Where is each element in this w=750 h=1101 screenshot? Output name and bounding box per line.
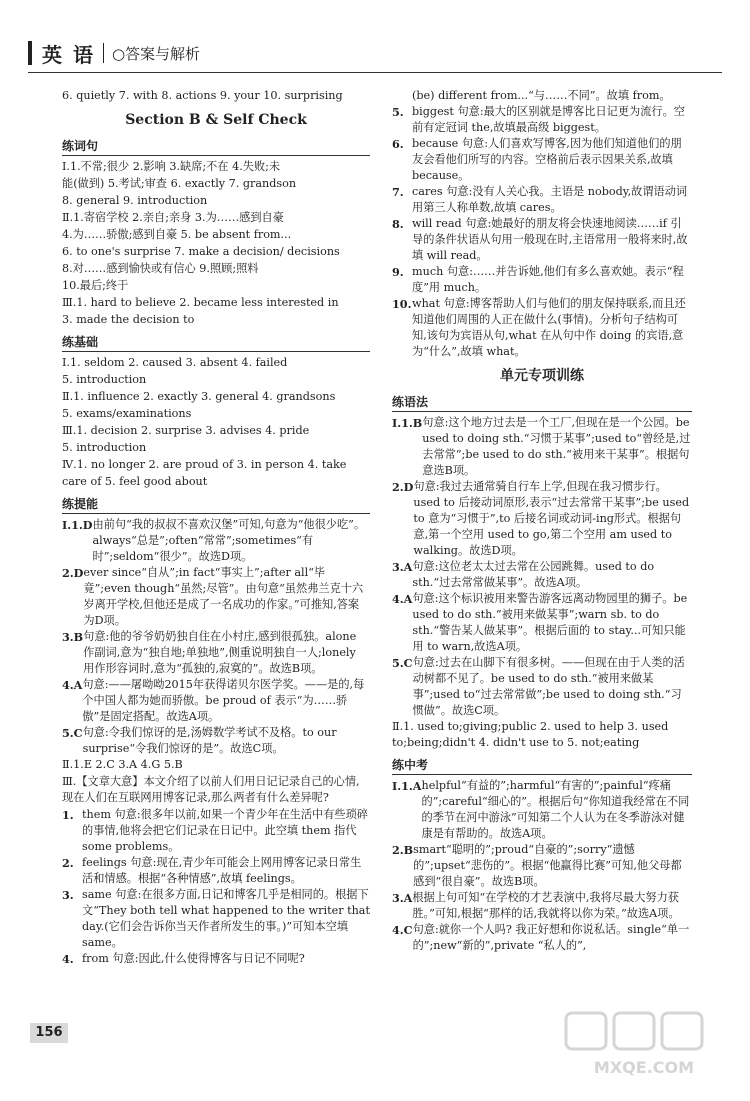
answer-line: 3. made the decision to: [62, 313, 195, 326]
item-number: 8.: [392, 217, 404, 231]
section-title: Section B & Self Check: [125, 112, 307, 128]
item-text: feelings 句意:现在,青少年可能会上网用博客记录日常生活和情感。根据“各种情感”,故填 feelings。: [82, 856, 362, 885]
watermark-logo: [564, 1009, 724, 1081]
answer-item: [392, 655, 692, 719]
item-text: (be) different from...“与……不同”。故填 from。: [412, 89, 671, 102]
item-text: 句意:就你一个人吗? 我正好想和你说私话。single“单一的”;new“新的”,private “私人的”,: [412, 923, 690, 952]
item-text: them 句意:很多年以前,如果一个青少年在生活中有些琐碎的事情,他将会把它们记录在日记中。此空填 them 指代 some problems。: [82, 808, 368, 853]
svg-text:MXQE.COM: MXQE.COM: [593, 1058, 695, 1077]
answer-item: [392, 88, 692, 104]
answer-item: [392, 890, 692, 922]
item-number: 4.: [62, 952, 74, 966]
item-text: 句意:这个地方过去是一个工厂,但现在是一个公园。be used to doing sth.“习惯于某事”;used to“曾经是,过去常常”;be used to do sth.“被用来干某事”。根据句意选B项。: [422, 416, 691, 477]
item-number: 9.: [392, 265, 404, 279]
cloze-list-continued: [392, 88, 692, 360]
page-number: 156: [30, 1023, 68, 1043]
item-number: Ⅰ.1.A: [392, 779, 422, 793]
answer-line: care of 5. feel good about: [62, 475, 208, 488]
answer-item: [392, 778, 692, 842]
item-text: 由前句“我的叔叔不喜欢汉堡”可知,句意为“他很少吃”。always“总是”;often“常常”;sometimes“有时”;seldom“很少”。故选D项。: [92, 518, 366, 563]
lianzhongkao-heading: 练中考: [392, 757, 692, 775]
header-separator: [103, 43, 104, 63]
answer-line: Ⅰ.1. seldom 2. caused 3. absent 4. failed: [62, 356, 288, 369]
answer-line: Ⅳ.1. no longer 2. are proud of 3. in person 4. take: [62, 458, 347, 471]
subject-title: 英 语: [42, 42, 95, 67]
item-text: 句意:这个标识被用来警告游客远离动物园里的狮子。be used to do sth.“被用来做某事”;warn sb. to do sth.“警告某人做某事”。根据后面的 to stay...可知只能用 to warn,故选A项。: [412, 592, 688, 653]
answer-item: [392, 479, 692, 559]
item-text: what 句意:博客帮助人们与他们的朋友保持联系,而且还知道他们周围的人正在做什么(事情)。分析句子结构可知,该句为宾语从句,what 在从句中作 doing 的宾语,意为“什么”,故填 what。: [412, 297, 686, 358]
item-text: smart“聪明的”;proud“自豪的”;sorry“遗憾的”;upset“悲伤的”。根据“他赢得比赛”可知,他父母都感到“很自豪”。故选B项。: [413, 843, 682, 888]
item-text: will read 句意:她最好的朋友将会快速地阅读……if 引导的条件状语从句用一般现在时,主语常用一般将来时,故填 will read。: [412, 217, 688, 262]
answer-item: [62, 517, 370, 565]
item-text: same 句意:在很多方面,日记和博客几乎是相同的。根据下文“They both tell what happened to the writer that day.(它们会告诉你当天作者所发生的事。)”可知本空填 same。: [82, 888, 370, 949]
answer-line: 5. introduction: [62, 441, 147, 454]
lianciju-heading: 练词句: [62, 138, 370, 156]
item-number: 3.: [62, 888, 74, 902]
answer-line: Ⅰ.1.不常;很少 2.影响 3.缺席;不在 4.失败;未: [62, 160, 281, 173]
answer-item: [62, 629, 370, 677]
page-header: [28, 34, 200, 72]
answer-item: [392, 559, 692, 591]
liantineng-heading: 练提能: [62, 496, 370, 514]
item-text: biggest 句意:最大的区别就是博客比日记更为流行。空前有定冠词 the,故填最高级 biggest。: [412, 105, 685, 134]
item-text: 句意:——屠呦呦2015年获得诺贝尔医学奖。——是的,每个中国人都为她而骄傲。be proud of 表示“为……骄傲”是固定搭配。故选A项。: [82, 678, 365, 723]
answer-item: [392, 591, 692, 655]
article-summary: Ⅲ.【文章大意】本文介绍了以前人们用日记记录自己的心情,现在人们在互联网用博客记录,那么两者有什么差异呢?: [62, 775, 360, 804]
item-text: ever since“自从”;in fact“事实上”;after all“毕竟”;even though“虽然;尽管”。由句意“虽然弗兰克十六岁离开学校,但他还是成了一名成功的作家。”可推知,答案为D项。: [83, 566, 364, 627]
item-number: 3.A: [392, 891, 413, 905]
answer-line: Ⅲ.1. decision 2. surprise 3. advises 4. pride: [62, 424, 310, 437]
item-number: 2.D: [62, 566, 84, 580]
item-number: 4.A: [62, 678, 83, 692]
answer-line: 10.最后;终于: [62, 279, 129, 292]
grammar-fill-answers: Ⅱ.1. used to;giving;public 2. used to help 3. used to;being;didn't 4. didn't use to 5. not;eating: [392, 720, 669, 749]
answer-item: [62, 565, 370, 629]
item-text: 句意:我过去通常骑自行车上学,但现在我习惯步行。used to 后接动词原形,表示“过去常常干某事”;be used to 意为“习惯于”,to 后接名词或动词-ing形式。根据句意,第一个空用 used to go,第二个空用 am used to walking。故选D项。: [413, 480, 690, 557]
lianyufa-heading: 练语法: [392, 394, 692, 412]
answer-item: [62, 951, 370, 967]
answer-item: [392, 264, 692, 296]
answer-item: [62, 855, 370, 887]
header-rule: [28, 72, 722, 73]
left-column: [62, 88, 370, 967]
answer-item: [392, 296, 692, 360]
item-number: 2.B: [392, 843, 414, 857]
item-number: 1.: [62, 808, 74, 822]
item-text: cares 句意:没有人关心我。主语是 nobody,故谓语动词用第三人称单数,故填 cares。: [412, 185, 688, 214]
answer-item: [392, 104, 692, 136]
answer-item: [62, 677, 370, 725]
item-text: from 句意:因此,什么使得博客与日记不同呢?: [82, 952, 305, 965]
item-text: because 句意:人们喜欢写博客,因为他们知道他们的朋友会看他们所写的内容。空格前后表示因果关系,故填 because。: [412, 137, 682, 182]
item-number: 3.B: [62, 630, 84, 644]
cloze-list: [62, 807, 370, 967]
header-bar: [28, 41, 32, 65]
item-text: much 句意:……并告诉她,他们有多么喜欢她。表示“程度”用 much。: [412, 265, 684, 294]
item-number: 5.C: [62, 726, 83, 740]
item-number: 5.: [392, 105, 404, 119]
item-number: 4.C: [392, 923, 413, 937]
answer-line: 8. general 9. introduction: [62, 194, 208, 207]
answer-line: 4.为……骄傲;感到自豪 5. be absent from...: [62, 228, 292, 241]
item-text: 根据上句可知“在学校的才艺表演中,我将尽最大努力获胜。”可知,根据“那样的话,我就将以你为荣。”故选A项。: [412, 891, 680, 920]
answer-line: 5. exams/examinations: [62, 407, 192, 420]
answer-item: [392, 216, 692, 264]
item-text: 句意:他的爷爷奶奶独自住在小村庄,感到很孤独。alone 作副词,意为“独自地;单独地”,侧重说明独自一人;lonely 用作形容词时,意为“孤独的,寂寞的”。故选B项。: [83, 630, 357, 675]
answer-item: [392, 415, 692, 479]
answer-item: [62, 725, 370, 757]
answer-line: 8.对……感到愉快或有信心 9.照顾;照料: [62, 262, 259, 275]
answer-line: Ⅲ.1. hard to believe 2. became less interested in: [62, 296, 339, 309]
item-number: Ⅰ.1.B: [392, 416, 423, 430]
item-number: 7.: [392, 185, 404, 199]
answer-line: 能(做到) 5.考试;审查 6. exactly 7. grandson: [62, 177, 297, 190]
lianjichu-list: [62, 355, 370, 490]
item-text: 句意:令我们惊讶的是,汤姆数学考试不及格。to our surprise“令我们惊讶的是”。故选C项。: [82, 726, 337, 755]
top-answers: 6. quietly 7. with 8. actions 9. your 10. surprising: [62, 89, 343, 102]
answer-item: [62, 887, 370, 951]
item-number: Ⅰ.1.D: [62, 518, 93, 532]
matching-answers: Ⅱ.1.E 2.C 3.A 4.G 5.B: [62, 758, 183, 771]
lianjichu-heading: 练基础: [62, 334, 370, 352]
lianzhongkao-list: [392, 778, 692, 954]
item-text: 句意:过去在山脚下有很多树。——但现在由于人类的活动树都不见了。be used to do sth.“被用来做某事”;used to“过去常常做”;be used to doing sth.“习惯做”。故选C项。: [412, 656, 685, 717]
right-column: [392, 88, 692, 954]
item-number: 10.: [392, 297, 412, 311]
item-number: 6.: [392, 137, 404, 151]
answer-item: [392, 922, 692, 954]
answer-item: [62, 807, 370, 855]
lianyufa-list: [392, 415, 692, 719]
answer-item: [392, 842, 692, 890]
lianciju-list: [62, 159, 370, 328]
answer-item: [392, 184, 692, 216]
header-subtitle: ○答案与解析: [111, 44, 201, 63]
item-text: helpful“有益的”;harmful“有害的”;painful“疼痛的”;careful“细心的”。根据后句“你知道我经常在不同的季节在河中游泳”可知第二个人认为在冬季游泳对健康是有帮助的。故选A项。: [421, 779, 690, 840]
item-number: 2.D: [392, 480, 414, 494]
item-number: 2.: [62, 856, 74, 870]
answer-item: [392, 136, 692, 184]
answer-line: Ⅱ.1. influence 2. exactly 3. general 4. grandsons: [62, 390, 336, 403]
item-number: 4.A: [392, 592, 413, 606]
item-text: 句意:这位老太太过去常在公园跳舞。used to do sth.“过去常常做某事”。故选A项。: [412, 560, 655, 589]
item-number: [392, 88, 412, 104]
item-number: 5.C: [392, 656, 413, 670]
answer-line: 5. introduction: [62, 373, 147, 386]
answer-line: Ⅱ.1.寄宿学校 2.亲自;亲身 3.为……感到自豪: [62, 211, 284, 224]
liantineng-list: [62, 517, 370, 757]
answer-line: 6. to one's surprise 7. make a decision/ decisions: [62, 245, 340, 258]
unit-section-title: 单元专项训练: [500, 368, 584, 384]
item-number: 3.A: [392, 560, 413, 574]
